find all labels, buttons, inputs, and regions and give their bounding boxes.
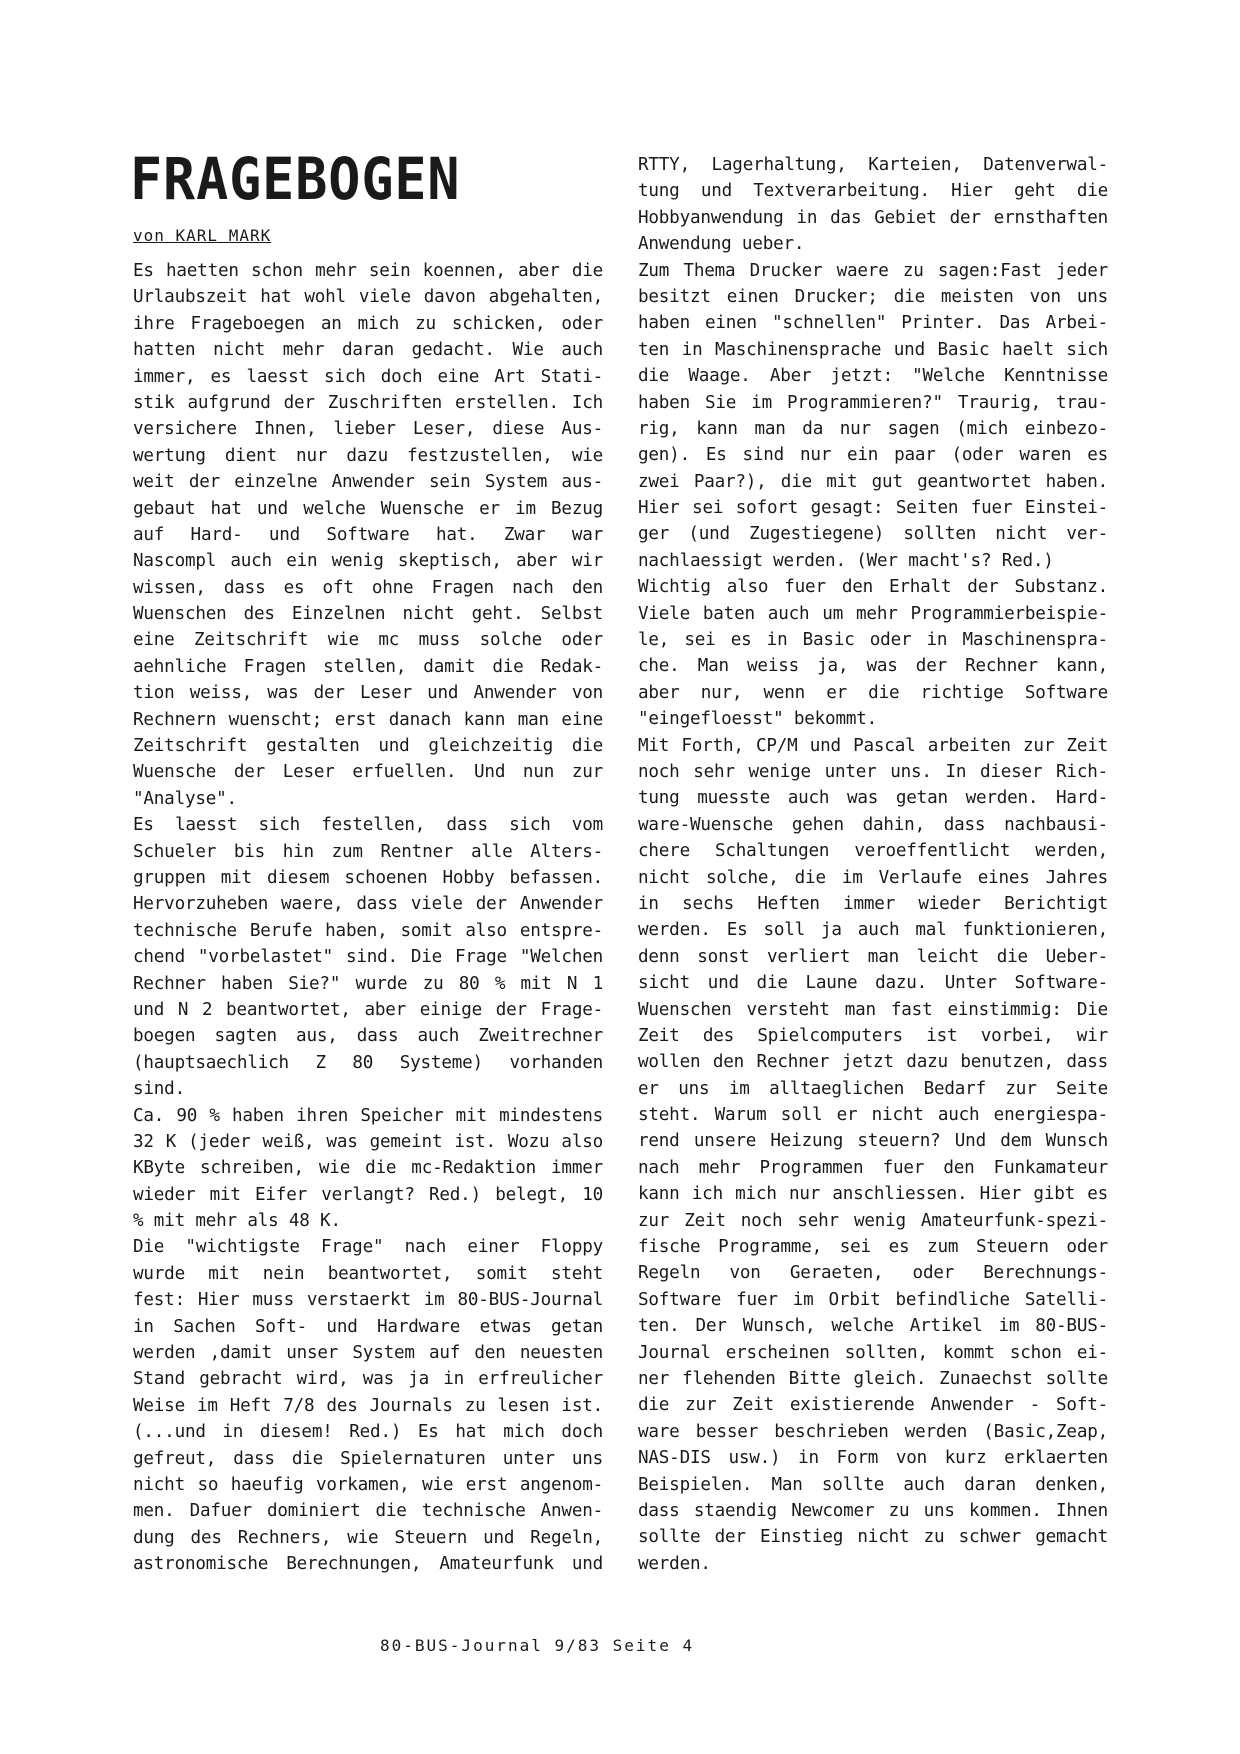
text-line: denn sonst verliert man leicht die Ueber- [638, 946, 1108, 967]
article-title: FRAGEBOGEN [130, 145, 461, 213]
text-line: (hauptsaechlich Z 80 Systeme) vorhanden [133, 1052, 603, 1073]
text-line: werden. Es soll ja auch mal funktionieren, [638, 920, 1108, 941]
text-line: in Sachen Soft- und Hardware etwas getan [133, 1316, 603, 1337]
text-line: Zeit des Spielcomputers ist vorbei, wir [638, 1025, 1108, 1046]
text-line: Es laesst sich festellen, dass sich vom [133, 815, 603, 836]
text-line: Hobbyanwendung in das Gebiet der ernsthaften [638, 207, 1108, 228]
text-line: auf Hard- und Software hat. Zwar war [133, 524, 603, 545]
text-line: werden ,damit unser System auf den neuesten [133, 1343, 603, 1364]
text-line: che. Man weiss ja, was der Rechner kann, [638, 656, 1108, 677]
text-line: noch sehr wenige unter uns. In dieser Rich- [638, 761, 1108, 782]
text-line: boegen sagten aus, dass auch Zweitrechner [133, 1026, 603, 1047]
text-line: ner flehenden Bitte gleich. Zunaechst sollte [638, 1368, 1108, 1389]
text-line: Wuenschen des Einzelnen nicht geht. Selbst [133, 604, 603, 625]
text-line: stik aufgrund der Zuschriften erstellen. Ich [133, 392, 603, 413]
text-line: "eingefloesst" bekommt. [638, 709, 878, 730]
text-line: Anwendung ueber. [638, 234, 805, 255]
text-line: dass staendig Newcomer zu uns kommen. Ihnen [638, 1500, 1108, 1521]
text-line: chend "vorbelastet" sind. Die Frage "Welchen [133, 947, 603, 968]
text-line: RTTY, Lagerhaltung, Karteien, Datenverwal- [638, 155, 1108, 175]
text-line: "Analyse". [133, 788, 237, 809]
text-line: gen). Es sind nur ein paar (oder waren es [638, 445, 1108, 466]
text-line: aber nur, wenn er die richtige Software [638, 682, 1108, 703]
text-line: technische Berufe haben, somit also entspre- [133, 920, 603, 941]
text-line: le, sei es in Basic oder in Maschinenspra- [638, 630, 1108, 651]
text-line: Wichtig also fuer den Erhalt der Substanz. [638, 577, 1108, 598]
text-line: sicht und die Laune dazu. Unter Software- [638, 973, 1108, 994]
text-line: ten. Der Wunsch, welche Artikel im 80-BUS- [638, 1316, 1108, 1337]
text-line: ten in Maschinensprache und Basic haelt sich [638, 339, 1108, 360]
text-line: fest: Hier muss verstaerkt im 80-BUS-Journal [133, 1290, 603, 1311]
text-line: % mit mehr als 48 K. [133, 1211, 341, 1232]
text-line: Journal erscheinen sollten, kommt schon ei- [638, 1342, 1108, 1363]
text-line: ihre Frageboegen an mich zu schicken, oder [133, 313, 603, 334]
text-line: Regeln von Geraeten, oder Berechnungs- [638, 1263, 1108, 1284]
text-line: Zum Thema Drucker waere zu sagen:Fast jeder [638, 260, 1108, 281]
text-line: wieder mit Eifer verlangt? Red.) belegt, 10 [133, 1184, 603, 1205]
text-line: ware-Wuensche gehen dahin, dass nachbausi- [638, 814, 1108, 835]
text-line: versichere Ihnen, lieber Leser, diese Aus- [133, 419, 603, 440]
text-line: Rechnern wuenscht; erst danach kann man eine [133, 709, 603, 730]
right-text-column [638, 152, 1108, 1577]
text-line: wissen, dass es oft ohne Fragen nach den [133, 577, 603, 598]
text-line: eine Zeitschrift wie mc muss solche oder [133, 630, 603, 651]
text-line: gebaut hat und welche Wuensche er im Bezug [133, 498, 603, 519]
text-line: ger (und Zugestiegene) sollten nicht ver- [638, 524, 1108, 545]
text-line: Zeitschrift gestalten und gleichzeitig die [133, 736, 603, 757]
text-line: zur Zeit noch sehr wenig Amateurfunk-spezi- [638, 1210, 1108, 1231]
text-line: sind. [133, 1079, 185, 1100]
text-line: tung und Textverarbeitung. Hier geht die [638, 181, 1108, 202]
text-line: fische Programme, sei es zum Steuern oder [638, 1237, 1108, 1258]
text-line: Software fuer im Orbit befindliche Satelli- [638, 1289, 1108, 1310]
text-line: nach mehr Programmen fuer den Funkamateur [638, 1157, 1108, 1178]
text-line: rend unsere Heizung steuern? Und dem Wunsch [638, 1131, 1108, 1152]
text-line: die zur Zeit existierende Anwender - Soft- [638, 1395, 1108, 1416]
text-line: besitzt einen Drucker; die meisten von uns [638, 286, 1108, 307]
text-line: nachlaessigt werden. (Wer macht's? Red.) [638, 550, 1054, 571]
text-line: nicht solche, die im Verlaufe eines Jahres [638, 867, 1108, 888]
text-line: Es haetten schon mehr sein koennen, aber die [133, 261, 603, 281]
text-line: Viele baten auch um mehr Programmierbeispie- [638, 603, 1108, 624]
text-line: werden. [638, 1553, 711, 1574]
text-line: haben einen "schnellen" Printer. Das Arbei- [638, 313, 1108, 334]
text-line: hatten nicht mehr daran gedacht. Wie auch [133, 340, 603, 361]
page-footer: 80-BUS-Journal 9/83 Seite 4 [380, 1636, 695, 1655]
text-line: NAS-DIS usw.) in Form von kurz erklaerten [638, 1448, 1108, 1469]
text-line: Beispielen. Man sollte auch daran denken, [638, 1474, 1108, 1495]
text-line: wertung dient nur dazu festzustellen, wie [133, 445, 603, 466]
text-line: steht. Warum soll er nicht auch energiespa- [638, 1105, 1108, 1126]
author-byline: von KARL MARK [133, 226, 272, 245]
text-line: KByte schreiben, wie die mc-Redaktion immer [133, 1158, 603, 1179]
text-line: Hervorzuheben waere, dass viele der Anwender [133, 894, 603, 915]
text-line: in sechs Heften immer wieder Berichtigt [638, 893, 1108, 914]
text-line: gefreut, dass die Spielernaturen unter uns [133, 1448, 603, 1469]
text-line: weit der einzelne Anwender sein System aus- [133, 472, 603, 493]
text-line: chere Schaltungen veroeffentlicht werden, [638, 841, 1108, 862]
text-line: Die "wichtigste Frage" nach einer Floppy [133, 1237, 603, 1258]
text-line: (...und in diesem! Red.) Es hat mich doch [133, 1422, 603, 1443]
text-line: ware besser beschrieben werden (Basic,Zeap, [638, 1421, 1108, 1442]
text-line: nicht so haeufig vorkamen, wie erst angenom- [133, 1474, 603, 1495]
text-line: Stand gebracht wird, was ja in erfreulicher [133, 1369, 603, 1390]
left-text-column [133, 258, 603, 1578]
text-line: 32 K (jeder weiß, was gemeint ist. Wozu also [133, 1131, 603, 1152]
text-line: tung muesste auch was getan werden. Hard- [638, 788, 1108, 809]
text-line: und N 2 beantwortet, aber einige der Frage- [133, 999, 603, 1020]
text-line: wollen den Rechner jetzt dazu benutzen, dass [638, 1052, 1108, 1073]
text-line: zwei Paar?), die mit gut geantwortet haben. [638, 471, 1108, 492]
text-line: sollte der Einstieg nicht zu schwer gemacht [638, 1527, 1108, 1548]
text-line: immer, es laesst sich doch eine Art Stati- [133, 366, 603, 387]
text-line: die Waage. Aber jetzt: "Welche Kenntnisse [638, 366, 1108, 387]
text-line: Ca. 90 % haben ihren Speicher mit mindestens [133, 1105, 603, 1126]
text-line: aehnliche Fragen stellen, damit die Redak- [133, 656, 603, 677]
text-line: tion weiss, was der Leser und Anwender von [133, 683, 603, 704]
text-line: Wuensche der Leser erfuellen. Und nun zur [133, 762, 603, 783]
text-line: kann ich mich nur anschliessen. Hier gibt es [638, 1184, 1108, 1205]
text-line: Weise im Heft 7/8 des Journals zu lesen ist. [133, 1395, 603, 1416]
text-line: Nascompl auch ein wenig skeptisch, aber wir [133, 551, 603, 572]
text-line: gruppen mit diesem schoenen Hobby befassen. [133, 867, 603, 888]
text-line: Mit Forth, CP/M und Pascal arbeiten zur Zeit [638, 735, 1108, 756]
text-line: wurde mit nein beantwortet, somit steht [133, 1263, 603, 1284]
text-line: astronomische Berechnungen, Amateurfunk und [133, 1554, 603, 1575]
text-line: rig, kann man da nur sagen (mich einbezo- [638, 418, 1108, 439]
text-line: Wuenschen versteht man fast einstimmig: Die [638, 999, 1108, 1020]
text-line: Schueler bis hin zum Rentner alle Alters- [133, 841, 603, 862]
text-line: dung des Rechners, wie Steuern und Regeln, [133, 1527, 603, 1548]
text-line: Hier sei sofort gesagt: Seiten fuer Einstei- [638, 498, 1108, 519]
text-line: Urlaubszeit hat wohl viele davon abgehalten, [133, 287, 603, 308]
text-line: men. Dafuer dominiert die technische Anwen- [133, 1501, 603, 1522]
text-line: haben Sie im Programmieren?" Traurig, trau- [638, 392, 1108, 413]
text-line: Rechner haben Sie?" wurde zu 80 % mit N 1 [133, 973, 603, 994]
text-line: er uns im alltaeglichen Bedarf zur Seite [638, 1078, 1108, 1099]
